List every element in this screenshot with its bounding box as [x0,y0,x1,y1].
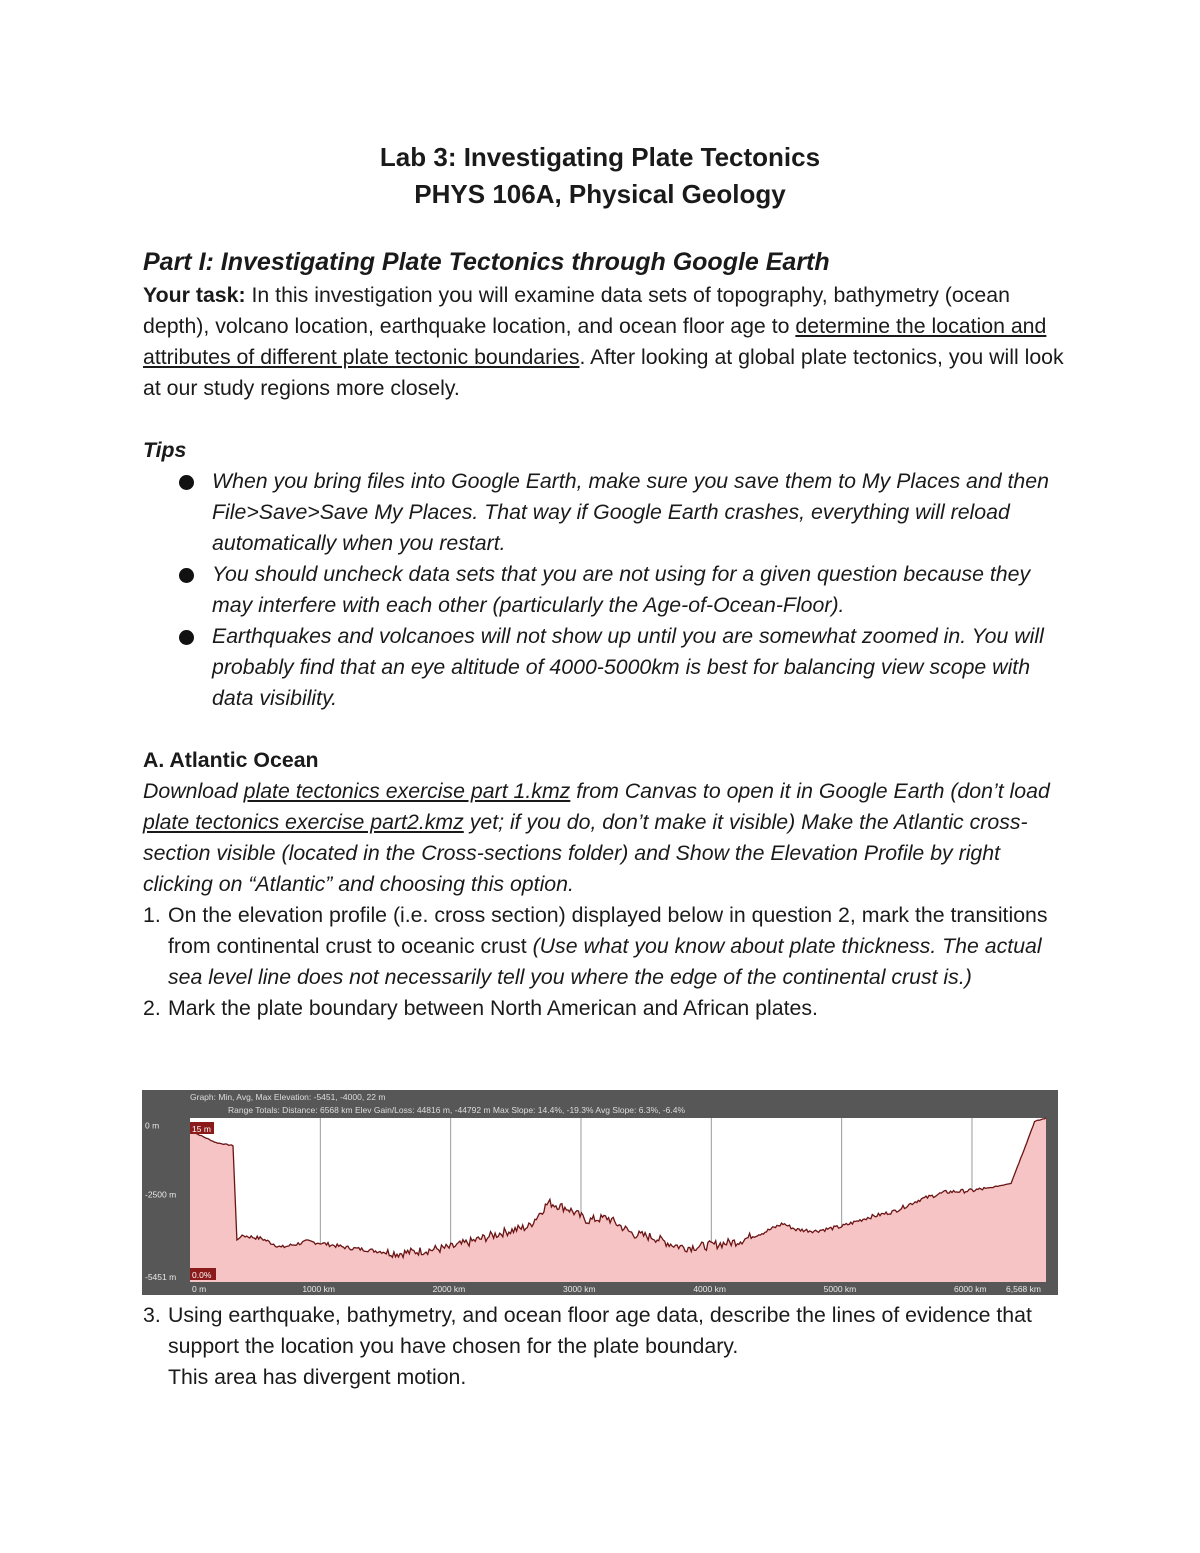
document-body [143,244,1073,1024]
x-axis-tick-label: 6,568 km [1006,1284,1041,1294]
tip-item [143,621,1073,714]
bullet-icon [179,568,194,583]
task-paragraph [143,280,1073,404]
x-axis-tick-label: 0 m [192,1284,207,1294]
question-list [143,1300,1073,1362]
intro-text: from Canvas to open it in Google Earth (don’t load [570,779,1050,803]
question-text: Mark the plate boundary between North American and African plates. [168,996,818,1020]
question-text: On the elevation profile (i.e. cross section) displayed below in question 2, mark the transitions from continental crust to oceanic crust [168,903,1048,958]
tips-list [143,466,1073,714]
question-note: (Use what you know about plate thickness. The actual sea level line does not necessarily tell you where the edge of the continental crust is.) [168,934,1042,989]
question-3 [143,1300,1073,1362]
task-text-end: . After looking at global plate tectonics, you will look at our study regions more closely. [143,345,1064,400]
tips-heading: Tips [143,438,187,462]
x-axis-tick-label: 4000 km [693,1284,726,1294]
stats-line-1: Graph: Min, Avg, Max Elevation: -5451, -4000, 22 m [190,1092,386,1102]
elevation-profile-svg [142,1090,1058,1295]
tip-item [143,559,1073,621]
question-text: Using earthquake, bathymetry, and ocean floor age data, describe the lines of evidence that support the location you have chosen for the plate boundary. [168,1303,1032,1358]
y-axis-tick-label: -5451 m [145,1272,177,1282]
y-axis-tick-label: -2500 m [145,1189,177,1200]
top-marker-label: 15 m [192,1124,211,1134]
x-axis-tick-label: 1000 km [302,1284,335,1294]
stats-line-2: Range Totals: Distance: 6568 km Elev Gain/Loss: 44816 m, -44792 m Max Slope: 14.4%, -19.3% Avg Slope: 6.3%, -6.4% [228,1105,686,1115]
question-number: 2. [143,996,161,1020]
x-axis-tick-label: 6000 km [953,1284,987,1294]
bottom-marker-label: 0.0% [192,1270,212,1280]
x-axis-tick-label: 2000 km [432,1284,466,1294]
x-axis-tick-label: 3000 km [562,1284,596,1294]
x-axis-tick-label: 5000 km [823,1284,857,1294]
bullet-icon [179,475,194,490]
tip-text: Earthquakes and volcanoes will not show up until you are somewhat zoomed in. You will probably find that an eye altitude of 4000-5000km is best for balancing view scope with data visibility. [212,624,1044,710]
tip-text: When you bring files into Google Earth, make sure you save them to My Places and then File>Save>Save My Places. That way if Google Earth crashes, everything will reload automatically when you restart. [212,469,1049,555]
file-link-part2: plate tectonics exercise part2.kmz [143,810,464,834]
task-link-text: determine the location and attributes of different plate tectonic boundaries [143,314,1047,369]
answer-text: This area has divergent motion. [168,1365,467,1389]
bullet-icon [179,630,194,645]
document-title: Lab 3: Investigating Plate Tectonics [379,142,821,172]
question-number: 1. [143,903,161,927]
tip-item [143,466,1073,559]
tip-text: You should uncheck data sets that you are not using for a given question because they may interfere with each other (particularly the Age-of-Ocean-Floor). [212,562,1031,617]
intro-text: Download [143,779,244,803]
elevation-profile-chart [142,1090,1058,1295]
question-2 [143,993,1073,1024]
task-text: In this investigation you will examine data sets of topography, bathymetry (ocean depth), volcano location, earthquake location, and ocean floor age to [143,283,1010,338]
y-axis-tick-label: 0 m [145,1120,160,1131]
section-heading: A. Atlantic Ocean [143,748,319,772]
question-number: 3. [143,1303,161,1327]
after-chart-questions [143,1300,1073,1393]
file-link-part1: plate tectonics exercise part 1.kmz [243,779,571,803]
course-title: PHYS 106A, Physical Geology [414,179,786,209]
task-label: Your task: [143,283,246,307]
section-intro [143,776,1073,900]
question-1 [143,900,1073,993]
question-list [143,900,1073,1024]
intro-text: yet; if you do, don’t make it visible) Make the Atlantic cross-section visible (located in the Cross-sections folder) and Show the Elevation Profile by right clicking on “Atlantic” and choosing this option. [143,810,1028,896]
part-heading: Part I: Investigating Plate Tectonics through Google Earth [143,248,830,276]
